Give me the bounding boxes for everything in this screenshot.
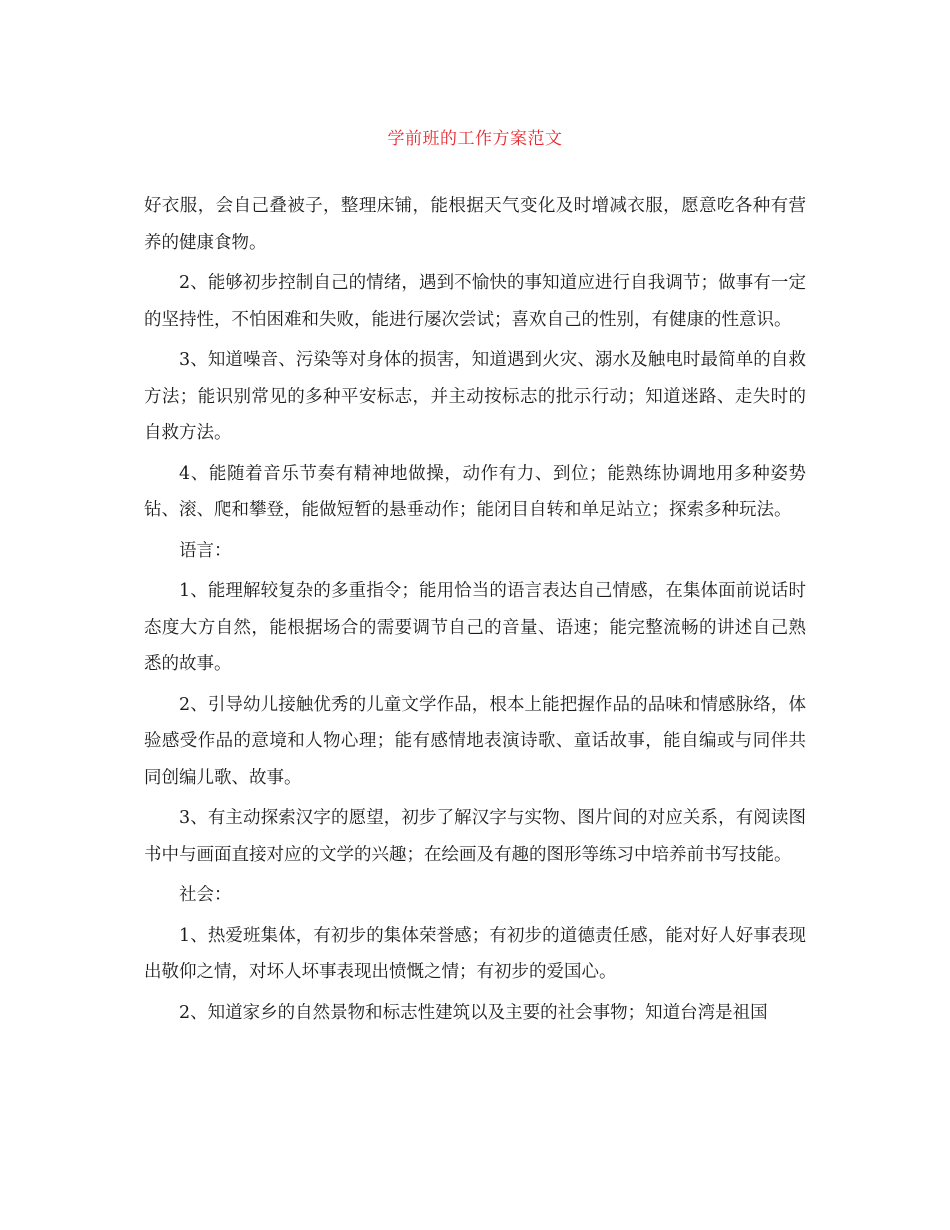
paragraph: 2、引导幼儿接触优秀的儿童文学作品，根本上能把握作品的品味和情感脉络，体验感受作品的意境和人物心理；能有感情地表演诗歌、童话故事，能自编或与同伴共同创编儿歌、故事。 (144, 694, 806, 788)
section-heading-society: 社会： (179, 885, 232, 905)
document-body (144, 188, 806, 1035)
paragraph: 1、能理解较复杂的多重指令；能用恰当的语言表达自己情感，在集体面前说话时态度大方自然，能根据场合的需要调节自己的音量、语速；能完整流畅的讲述自己熟悉的故事。 (144, 581, 806, 674)
paragraph: 2、知道家乡的自然景物和标志性建筑以及主要的社会事物；知道台湾是祖国 (179, 1002, 768, 1023)
paragraph: 1、热爱班集体，有初步的集体荣誉感；有初步的道德责任感，能对好人好事表现出敬仰之情，对坏人坏事表现出愤慨之情；有初步的爱国心。 (144, 925, 806, 982)
document-title: 学前班的工作方案范文 (387, 129, 563, 149)
paragraph: 4、能随着音乐节奏有精神地做操，动作有力、到位；能熟练协调地用多种姿势钻、滚、爬和攀登，能做短暂的悬垂动作；能闭目自转和单足站立；探索多种玩法。 (144, 463, 806, 520)
paragraph: 3、知道噪音、污染等对身体的损害，知道遇到火灾、溺水及触电时最简单的自救方法；能识别常见的多种平安标志，并主动按标志的批示行动；知道迷路、走失时的自救方法。 (144, 350, 806, 443)
paragraph: 3、有主动探索汉字的愿望，初步了解汉字与实物、图片间的对应关系，有阅读图书中与画面直接对应的文学的兴趣；在绘画及有趣的图形等练习中培养前书写技能。 (144, 808, 806, 865)
paragraph: 2、能够初步控制自己的情绪，遇到不愉快的事知道应进行自我调节；做事有一定的坚持性，不怕困难和失败，能进行屡次尝试；喜欢自己的性别，有健康的性意识。 (144, 273, 806, 330)
paragraph: 好衣服，会自己叠被子，整理床铺，能根据天气变化及时增减衣服，愿意吃各种有营养的健康食物。 (144, 196, 806, 253)
section-heading-language: 语言： (179, 540, 232, 561)
